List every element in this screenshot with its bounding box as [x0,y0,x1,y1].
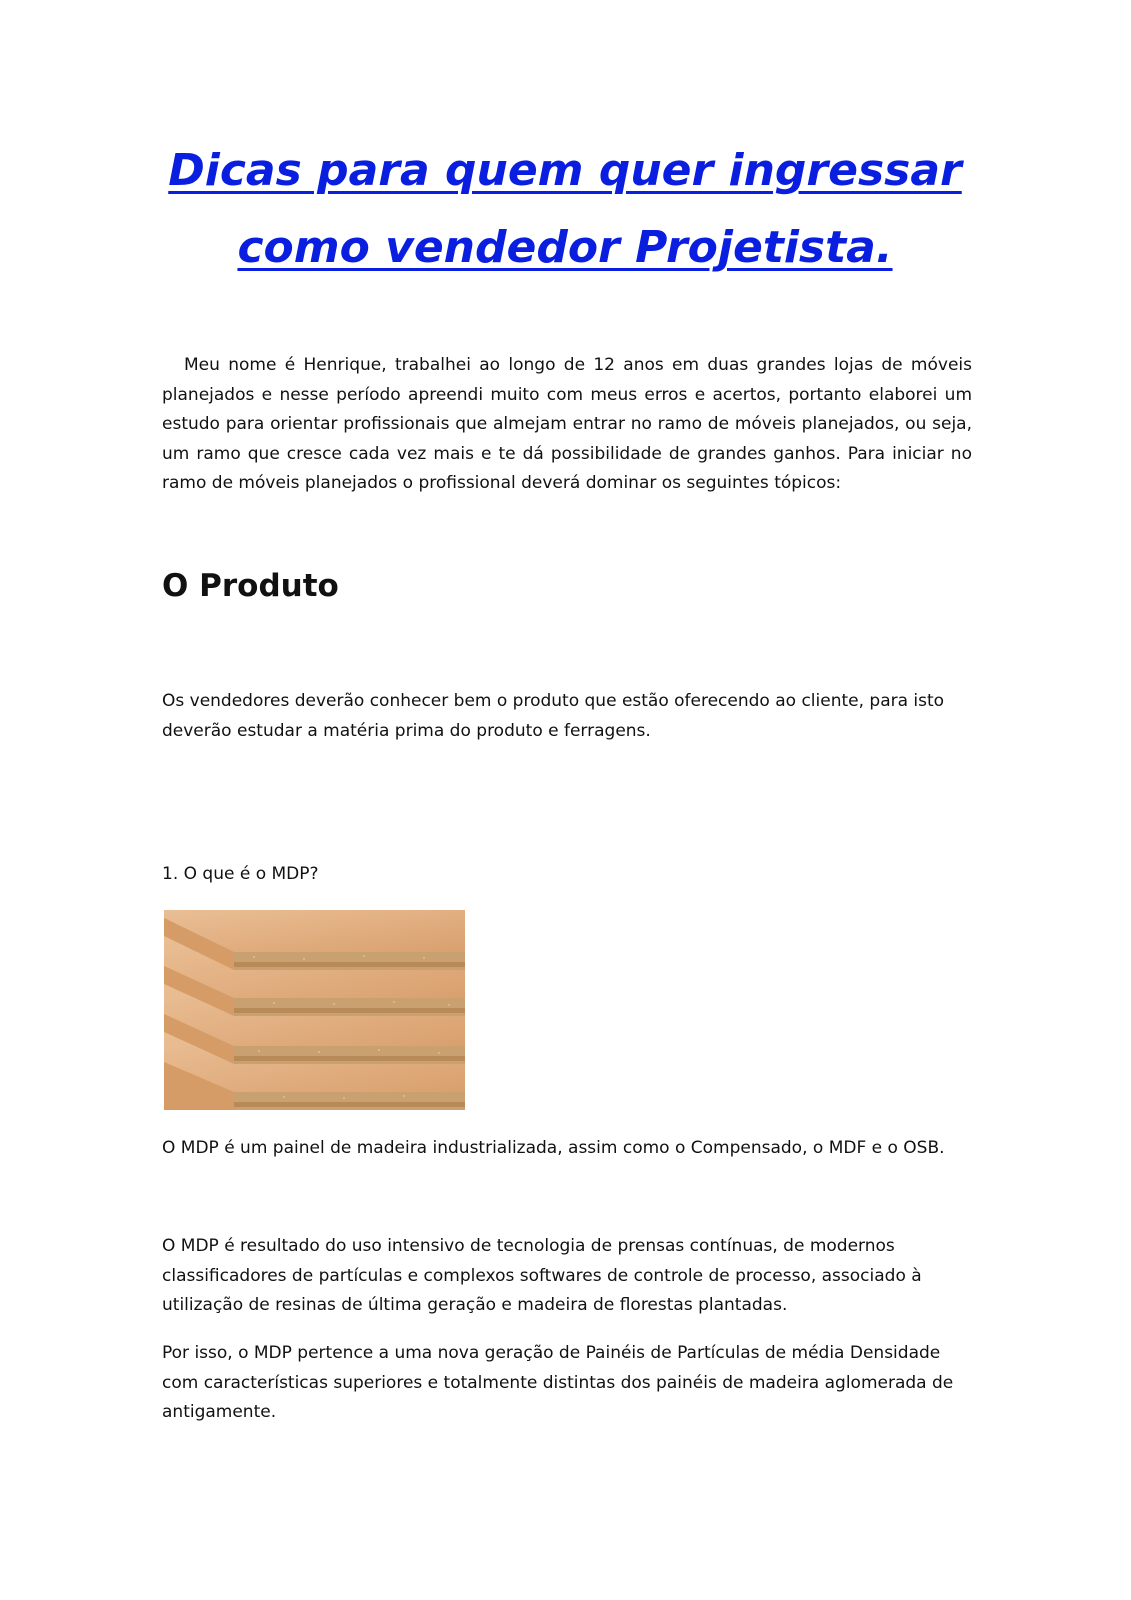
mdp-technology-paragraph: O MDP é resultado do uso intensivo de tecnologia de prensas contínuas, de modernos classificadores de partículas e complexos softwares de controle de processo, associado à utilização de resinas de última geração e madeira de florestas plantadas. [162,1236,922,1315]
mdp-panels-photo [164,910,465,1110]
section-heading: O Produto [162,568,339,604]
question-mdp: 1. O que é o MDP? [162,864,319,884]
document-title [160,132,970,286]
section-paragraph: Os vendedores deverão conhecer bem o produto que estão oferecendo ao cliente, para isto deverão estudar a matéria prima do produto e ferragens. [162,691,945,741]
mdp-generation-paragraph: Por isso, o MDP pertence a uma nova geração de Painéis de Partículas de média Densidade com características superiores e totalmente distintas dos painéis de madeira aglomerada de antigamente. [162,1343,954,1422]
title-line-1: Dicas para quem quer ingressar [168,145,962,196]
intro-paragraph: Meu nome é Henrique, trabalhei ao longo de 12 anos em duas grandes lojas de móveis planejados e nesse período apreendi muito com meus erros e acertos, portanto elaborei um estudo para orientar profissionais que almejam entrar no ramo de móveis planejados, ou seja, um ramo que cresce cada vez mais e te dá possibilidade de grandes ganhos. Para iniciar no ramo de móveis planejados o profissional deverá dominar os seguintes tópicos: [162,355,972,493]
title-line-2: como vendedor Projetista. [237,222,893,273]
mdp-definition: O MDP é um painel de madeira industrializada, assim como o Compensado, o MDF e o OSB. [162,1138,945,1158]
